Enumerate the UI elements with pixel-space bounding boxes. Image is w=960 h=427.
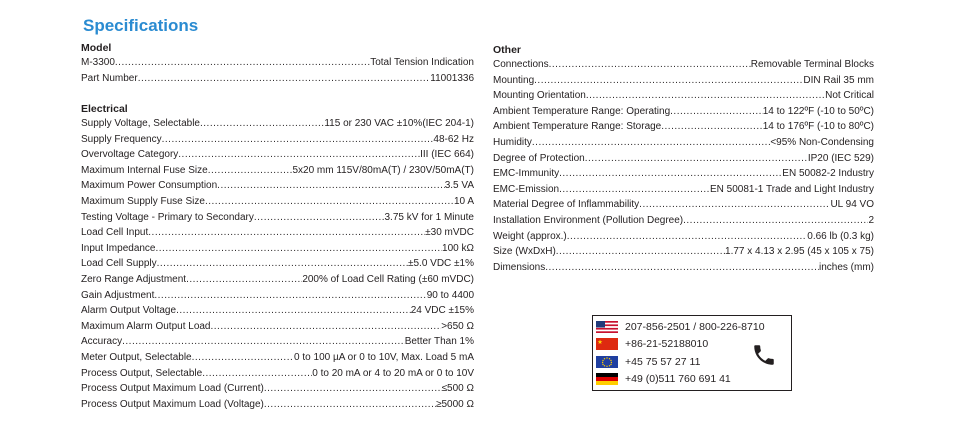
- spec-row: [81, 303, 474, 319]
- dot-leader: [205, 194, 454, 210]
- spec-label: Process Output, Selectable: [81, 367, 203, 379]
- spec-value: ≤500 Ω: [441, 383, 474, 395]
- dot-leader: [264, 397, 436, 413]
- dot-leader: [148, 225, 425, 241]
- eu-flag-icon: [596, 356, 618, 368]
- spec-value: 14 to 176ºF (-10 to 80ºC): [762, 121, 874, 133]
- spec-value: 11001336: [430, 73, 474, 84]
- telephone-handset-icon: [751, 342, 777, 368]
- china-flag-icon: [596, 338, 618, 350]
- dot-leader: [559, 166, 782, 182]
- spec-value: 3.5 VA: [444, 180, 474, 192]
- spec-label: Humidity: [493, 136, 532, 148]
- spec-row: [81, 210, 474, 226]
- dot-leader: [211, 319, 442, 335]
- spec-label: Part Number: [81, 73, 138, 84]
- spec-value: UL 94 VO: [830, 199, 874, 211]
- spec-row: [81, 178, 474, 194]
- spec-value: Better Than 1%: [404, 336, 474, 348]
- dot-leader: [162, 132, 434, 148]
- spec-row: [81, 147, 474, 163]
- spec-label: Supply Voltage, Selectable: [81, 118, 200, 129]
- spec-row: [493, 57, 874, 73]
- spec-label: Material Degree of Inflammability: [493, 199, 640, 211]
- spec-value: 200% of Load Cell Rating (±60 mVDC): [302, 273, 474, 285]
- spec-label: Ambient Temperature Range: Operating: [493, 105, 671, 117]
- spec-value: 0 to 100 µA or 0 to 10V, Max. Load 5 mA: [294, 351, 474, 363]
- spec-label: EMC-Emission: [493, 183, 560, 195]
- dot-leader: [202, 366, 312, 382]
- dot-leader: [217, 178, 445, 194]
- spec-row: [493, 229, 874, 245]
- spec-value: ±5.0 VDC ±1%: [407, 258, 474, 270]
- spec-row: [493, 88, 874, 104]
- other-rows: [493, 57, 874, 275]
- dot-leader: [200, 116, 324, 132]
- spec-value: 0 to 20 mA or 4 to 20 mA or 0 to 10V: [312, 367, 474, 379]
- spec-row: [81, 319, 474, 335]
- spec-row: [81, 163, 474, 179]
- spec-row: [81, 350, 474, 366]
- spec-value: >650 Ω: [441, 320, 474, 332]
- spec-row: [493, 104, 874, 120]
- dot-leader: [186, 272, 302, 288]
- spec-label: Meter Output, Selectable: [81, 351, 192, 363]
- dot-leader: [156, 241, 443, 257]
- dot-leader: [532, 135, 770, 151]
- dot-leader: [683, 213, 868, 229]
- dot-leader: [556, 244, 725, 260]
- spec-label: Mounting Orientation: [493, 90, 586, 102]
- dot-leader: [545, 260, 819, 276]
- dot-leader: [122, 334, 405, 350]
- spec-value: 48-62 Hz: [433, 133, 474, 145]
- spec-label: Zero Range Adjustment: [81, 273, 187, 285]
- spec-row: [81, 256, 474, 272]
- other-heading: Other: [493, 44, 522, 56]
- model-heading: Model: [81, 42, 112, 54]
- spec-label: Process Output Maximum Load (Voltage): [81, 398, 264, 410]
- spec-value: 10 A: [453, 195, 474, 207]
- dot-leader: [138, 71, 431, 87]
- spec-label: Installation Environment (Pollution Degree): [493, 214, 684, 226]
- dot-leader: [567, 229, 808, 245]
- spec-label: Mounting: [493, 74, 535, 86]
- spec-label: Dimensions: [493, 261, 546, 273]
- dot-leader: [549, 57, 751, 73]
- spec-row: [81, 55, 474, 71]
- spec-row: [493, 73, 874, 89]
- spec-label: Maximum Supply Fuse Size: [81, 195, 205, 207]
- spec-value: 0.66 lb (0.3 kg): [807, 230, 874, 242]
- spec-label: Load Cell Supply: [81, 258, 157, 270]
- spec-value: 1.77 x 4.13 x 2.95 (45 x 105 x 75): [725, 246, 874, 258]
- spec-label: Connections: [493, 59, 549, 70]
- dot-leader: [178, 147, 420, 163]
- germany-flag-icon: [596, 373, 618, 385]
- spec-label: M-3300: [81, 57, 115, 68]
- spec-value: <95% Non-Condensing: [770, 136, 874, 148]
- contact-line-germany: [596, 372, 731, 386]
- spec-row: [493, 197, 874, 213]
- dot-leader: [192, 350, 294, 366]
- spec-value: 90 to 4400: [426, 289, 474, 301]
- spec-row: [493, 244, 874, 260]
- spec-value: EN 50081-1 Trade and Light Industry: [710, 183, 874, 195]
- spec-row: [81, 366, 474, 382]
- contact-phone: +45 75 57 27 11: [625, 356, 701, 368]
- spec-value: III (IEC 664): [420, 149, 474, 161]
- spec-label: Supply Frequency: [81, 133, 162, 145]
- spec-row: [493, 135, 874, 151]
- spec-row: [81, 225, 474, 241]
- page-title: Specifications: [83, 16, 199, 35]
- spec-value: 115 or 230 VAC ±10%(IEC 204-1): [324, 118, 474, 129]
- spec-value: DIN Rail 35 mm: [803, 74, 874, 86]
- spec-row: [493, 213, 874, 229]
- contact-line-china: [596, 337, 708, 351]
- spec-value: ≥5000 Ω: [436, 398, 474, 410]
- dot-leader: [586, 88, 825, 104]
- electrical-rows: [81, 116, 474, 412]
- spec-label: Weight (approx.): [493, 230, 567, 242]
- spec-label: Input Impedance: [81, 242, 156, 254]
- dot-leader: [176, 303, 411, 319]
- spec-row: [81, 288, 474, 304]
- dot-leader: [585, 151, 808, 167]
- model-rows: [81, 55, 474, 87]
- spec-label: Ambient Temperature Range: Storage: [493, 121, 662, 133]
- spec-row: [81, 71, 474, 87]
- dot-leader: [661, 119, 763, 135]
- spec-value: 2: [868, 214, 874, 226]
- dot-leader: [254, 210, 385, 226]
- dot-leader: [264, 381, 442, 397]
- spec-row: [493, 166, 874, 182]
- spec-label: Maximum Power Consumption: [81, 180, 218, 192]
- spec-label: Size (WxDxH): [493, 246, 556, 258]
- dot-leader: [208, 163, 293, 179]
- spec-row: [81, 334, 474, 350]
- spec-row: [81, 116, 474, 132]
- spec-value: 100 kΩ: [442, 242, 474, 254]
- contact-phone: +86-21-52188010: [625, 338, 709, 350]
- contact-phone: 207-856-2501 / 800-226-8710: [625, 321, 765, 333]
- dot-leader: [157, 256, 408, 272]
- spec-label: EMC-Immunity: [493, 168, 560, 180]
- spec-row: [81, 132, 474, 148]
- spec-value: 14 to 122ºF (-10 to 50ºC): [762, 105, 874, 117]
- dot-leader: [154, 288, 426, 304]
- spec-value: Not Critical: [825, 90, 874, 102]
- electrical-heading: Electrical: [81, 103, 128, 115]
- spec-label: Overvoltage Category: [81, 149, 179, 161]
- spec-label: Alarm Output Voltage: [81, 305, 177, 317]
- spec-label: Degree of Protection: [493, 152, 585, 164]
- spec-row: [493, 119, 874, 135]
- contact-box: [592, 315, 792, 391]
- dot-leader: [559, 182, 710, 198]
- dot-leader: [670, 104, 763, 120]
- spec-value: 3.75 kV for 1 Minute: [384, 211, 474, 223]
- spec-row: [81, 397, 474, 413]
- spec-row: [493, 260, 874, 276]
- spec-row: [81, 241, 474, 257]
- dot-leader: [115, 55, 370, 71]
- spec-value: Removable Terminal Blocks: [750, 59, 874, 70]
- contact-line-eu: [596, 355, 700, 369]
- spec-value: 24 VDC ±15%: [410, 305, 474, 317]
- specs-right-column: [493, 43, 874, 275]
- spec-row: [493, 182, 874, 198]
- spec-value: Total Tension Indication: [370, 57, 474, 68]
- spec-value: IP20 (IEC 529): [807, 152, 874, 164]
- spec-row: [493, 151, 874, 167]
- spec-row: [81, 194, 474, 210]
- spec-label: Accuracy: [81, 336, 123, 348]
- spec-label: Gain Adjustment: [81, 289, 155, 301]
- dot-leader: [639, 197, 830, 213]
- contact-line-us: [596, 320, 765, 334]
- contact-phone: +49 (0)511 760 691 41: [625, 373, 731, 385]
- dot-leader: [534, 73, 803, 89]
- spec-row: [81, 272, 474, 288]
- spec-value: EN 50082-2 Industry: [782, 168, 874, 180]
- spec-row: [81, 381, 474, 397]
- spec-label: Process Output Maximum Load (Current): [81, 383, 264, 395]
- spec-label: Testing Voltage - Primary to Secondary: [81, 211, 254, 223]
- spec-value: inches (mm): [818, 261, 874, 273]
- spec-value: 5x20 mm 115V/80mA(T) / 230V/50mA(T): [292, 164, 474, 176]
- specs-left-column: [81, 41, 474, 412]
- spec-label: Maximum Alarm Output Load: [81, 320, 211, 332]
- spec-label: Maximum Internal Fuse Size: [81, 164, 208, 176]
- spec-label: Load Cell Input: [81, 227, 149, 239]
- us-flag-icon: [596, 321, 618, 333]
- spec-value: ±30 mVDC: [425, 227, 474, 239]
